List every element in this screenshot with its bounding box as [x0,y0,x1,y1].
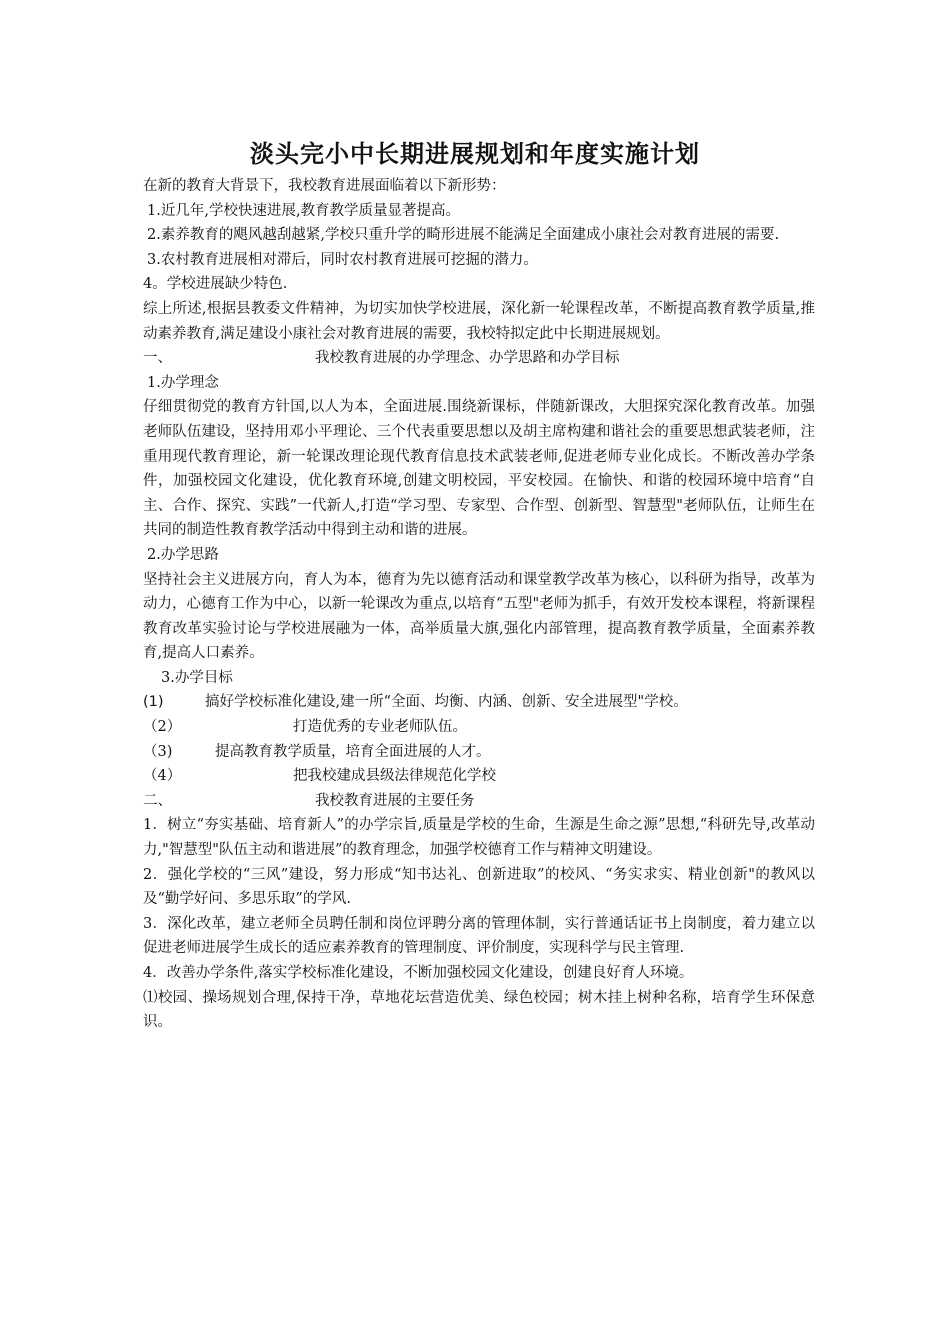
approach-paragraph: 坚持社会主义进展方向，育人为本，德育为先以德育活动和课堂教学改革为核心，以科研为指导，改革为动力，心德育工作为中心，以新一轮课改为重点,以培育“五型"老师为抓手，有效开发校本课程，将新课程教育改革实验讨论与学校进展融为一体，高举质量大旗,强化内部管理，提高教育教学质量，全面素养教育,提高人口素养。 [143,571,815,662]
situation-item: 4。学校进展缺少特色. [143,276,288,293]
task-item: 4．改善办学条件,落实学校标准化建设，不断加强校园文化建设，创建良好育人环境。 [143,965,694,981]
goal-number: （4） [143,768,182,785]
document-title: 淡头完小中长期进展规划和年度实施计划 [250,140,700,168]
goal-item [143,764,815,789]
task-item: 1．树立“夯实基础、培育新人”的办学宗旨,质量是学校的生命，生源是生命之源”思想,“科研先导,改革动力,"智慧型"队伍主动和谐进展”的教育理念，加强学校德育工作与精神文明建设。 [143,817,815,859]
goal-number: (1) [143,694,164,711]
goal-item [143,715,815,740]
section-heading-2 [143,789,815,814]
goal-text: 打造优秀的专业老师队伍。 [293,719,467,736]
document-body [143,174,815,1035]
subsection-heading: 2.办学思路 [147,546,219,563]
section-heading-1 [143,346,815,371]
task-item: 3．深化改革，建立老师全员聘任制和岗位评聘分离的管理体制，实行普通话证书上岗制度，着力建立以促进老师进展学生成长的适应素养教育的管理制度、评价制度，实现科学与民主管理. [143,915,815,957]
section-number: 二、 [143,792,172,809]
intro-paragraph: 在新的教育大背景下，我校教育进展面临着以下新形势： [143,178,506,194]
goal-number: （2） [143,719,182,736]
goal-text: 搞好学校标准化建设,建一所“全面、均衡、内涵、创新、安全进展型"学校。 [205,694,688,711]
goal-item [143,690,815,715]
subtask-item: ⑴校园、操场规划合理,保持干净，草地花坛营造优美、绿色校园；树木挂上树种名称，培育学生环保意识。 [143,989,815,1031]
goal-number: （3) [143,743,173,760]
summary-paragraph: 综上所述,根据县教委文件精神，为切实加快学校进展，深化新一轮课程改革，不断提高教育教学质量,推动素养教育,满足建设小康社会对教育进展的需要，我校特拟定此中长期进展规划。 [143,300,815,342]
task-item: 2．强化学校的“三风”建设，努力形成“知书达礼、创新进取”的校风、“务实求实、精业创新"的教风以及“勤学好问、多思乐取”的学风. [143,866,815,908]
situation-item: 2.素养教育的飓风越刮越紧,学校只重升学的畸形进展不能满足全面建成小康社会对教育进展的需要. [147,227,780,244]
goal-text: 把我校建成县级法律规范化学校 [293,768,496,785]
section-title: 我校教育进展的办学理念、办学思路和办学目标 [315,350,620,367]
section-number: 一、 [143,350,172,367]
goal-item [143,740,815,765]
situation-item: 3.农村教育进展相对滞后，同时农村教育进展可挖掘的潜力。 [147,251,538,268]
subsection-heading: 3.办学目标 [161,669,233,686]
subsection-heading: 1.办学理念 [147,374,219,391]
goal-text: 提高教育教学质量，培育全面进展的人才。 [215,743,491,760]
situation-item: 1.近几年,学校快速进展,教育教学质量显著提高。 [147,202,461,219]
section-title: 我校教育进展的主要任务 [315,792,475,809]
philosophy-paragraph: 仔细贯彻党的教育方针国,以人为本，全面进展.围绕新课标，伴随新课改，大胆探究深化教育改革。加强老师队伍建设，坚持用邓小平理论、三个代表重要思想以及胡主席构建和谐社会的重要思想武装老师，注重用现代教育理论，新一轮课改理论现代教育信息技术武装老师,促进老师专业化成长。不断改善办学条件，加强校园文化建设，优化教育环境,创建文明校园，平安校园。在愉快、和谐的校园环境中培育“自主、合作、探究、实践”一代新人,打造“学习型、专家型、合作型、创新型、智慧型"老师队伍，让师生在共同的制造性教育教学活动中得到主动和谐的进展。 [143,399,815,539]
